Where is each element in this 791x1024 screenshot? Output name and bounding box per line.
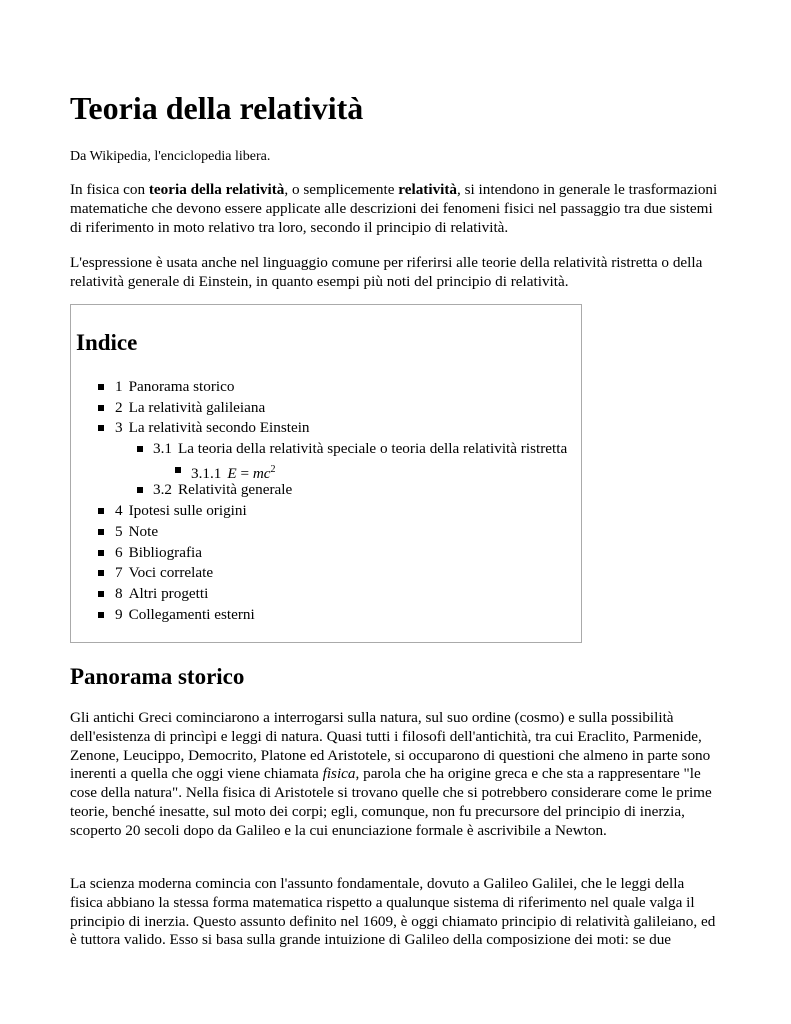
paragraph-text: Gli antichi Greci cominciarono a interrogarsi sulla natura, sul suo ordine (cosmo) e sulla possibilità dell'esistenza di princìpi e leggi di natura. Quasi tutti i filosofi dell'antichità, tra cui Eraclito, Parmenide, Zenone, Leucippo, Democrito, Platone ed Aristotele, si occuparono di questioni che almeno in parte sono inerenti a quella che oggi viene chiamata xyxy=(70,709,711,783)
intro-text: In fisica con xyxy=(70,181,149,198)
toc-label[interactable]: Voci correlate xyxy=(128,564,214,582)
toc-label[interactable]: Note xyxy=(128,522,159,540)
bullet-icon xyxy=(137,446,143,452)
toc-label[interactable]: Ipotesi sulle origini xyxy=(128,502,247,520)
bullet-icon xyxy=(98,529,104,535)
toc-label[interactable]: Collegamenti esterni xyxy=(128,605,255,623)
site-tagline: Da Wikipedia, l'enciclopedia libera. xyxy=(70,149,271,164)
bullet-icon xyxy=(98,570,104,576)
toc-number: 6 xyxy=(115,543,123,561)
paragraph-text: , parola che ha origine greca e che sta a rappresentare "le cose della natura". Nella fisica di Aristotele si trovano quelle che si potrebbero considerare come le prime teorie, benché inesatte, sul moto dei corpi; egli, comunque, non fu precursore del principio di inerzia, scoperto 20 secoli dopo da Galileo e la cui enunciazione formale è ascrivibile a Newton. xyxy=(70,765,712,839)
toc-label[interactable]: La relatività secondo Einstein xyxy=(128,419,310,437)
toc-number: 3.2 xyxy=(153,481,172,499)
table-of-contents xyxy=(70,304,582,643)
term-relativita: relatività xyxy=(398,181,458,198)
toc-label[interactable]: Bibliografia xyxy=(128,543,202,561)
toc-label[interactable]: Altri progetti xyxy=(128,584,209,602)
toc-label[interactable]: Panorama storico xyxy=(128,378,235,395)
bullet-icon xyxy=(98,508,104,514)
toc-label[interactable]: La relatività galileiana xyxy=(128,398,266,416)
section-paragraph-1 xyxy=(70,709,720,841)
section-paragraph-2: La scienza moderna comincia con l'assunto fondamentale, dovuto a Galileo Galilei, che le leggi della fisica abbiano la stessa forma matematica rispetto a qualunque sistema di riferimento nel quale valga il principio di inerzia. Questo assunto definito nel 1609, è oggi chiamato principio di relatività galileiano, ed è tuttora valido. Esso si basa sulla grande intuizione di Galileo della composizione dei moti: se due xyxy=(70,875,716,949)
formula-mc: mc xyxy=(252,464,271,482)
toc-number: 8 xyxy=(115,584,123,602)
bullet-icon xyxy=(137,487,143,493)
toc-number: 3 xyxy=(115,419,123,437)
formula-equals: = xyxy=(236,464,253,482)
bullet-icon xyxy=(175,467,181,473)
intro-paragraph-1 xyxy=(70,181,720,237)
toc-number: 5 xyxy=(115,522,123,540)
toc-number: 3.1 xyxy=(153,440,172,458)
formula-e: E xyxy=(227,464,237,482)
term-teoria-della-relativita: teoria della relatività xyxy=(148,181,285,198)
toc-label[interactable]: La teoria della relatività speciale o teoria della relatività ristretta xyxy=(177,440,568,458)
intro-text: , si intendono in generale le trasformazioni matematiche che devono essere applicate alle descrizioni dei fenomeni fisici nel passaggio tra due sistemi di riferimento in moto relativo tra loro, secondo il principio di relatività. xyxy=(70,181,718,236)
intro-paragraph-2: L'espressione è usata anche nel linguaggio comune per riferirsi alle teorie della relatività ristretta o della relatività generale di Einstein, in quanto esempi più noti del principio di relatività. xyxy=(70,254,703,290)
toc-number: 7 xyxy=(115,564,123,582)
bullet-icon xyxy=(98,405,104,411)
bullet-icon xyxy=(98,612,104,618)
toc-number: 1 xyxy=(115,378,123,395)
toc-number: 4 xyxy=(115,502,123,520)
page-title: Teoria della relatività xyxy=(70,90,364,126)
bullet-icon xyxy=(98,384,104,390)
bullet-icon xyxy=(98,550,104,556)
toc-number: 2 xyxy=(115,398,123,416)
toc-title: Indice xyxy=(76,330,138,355)
term-fisica: fisica xyxy=(322,765,356,783)
intro-text: , o semplicemente xyxy=(284,181,399,198)
toc-label[interactable] xyxy=(227,465,275,482)
bullet-icon xyxy=(98,425,104,431)
bullet-icon xyxy=(98,591,104,597)
toc-label[interactable]: Relatività generale xyxy=(177,481,293,499)
section-heading-panorama-storico: Panorama storico xyxy=(70,664,245,689)
toc-number: 3.1.1 xyxy=(191,464,222,482)
toc-number: 9 xyxy=(115,605,123,623)
formula-exponent: 2 xyxy=(270,463,276,475)
